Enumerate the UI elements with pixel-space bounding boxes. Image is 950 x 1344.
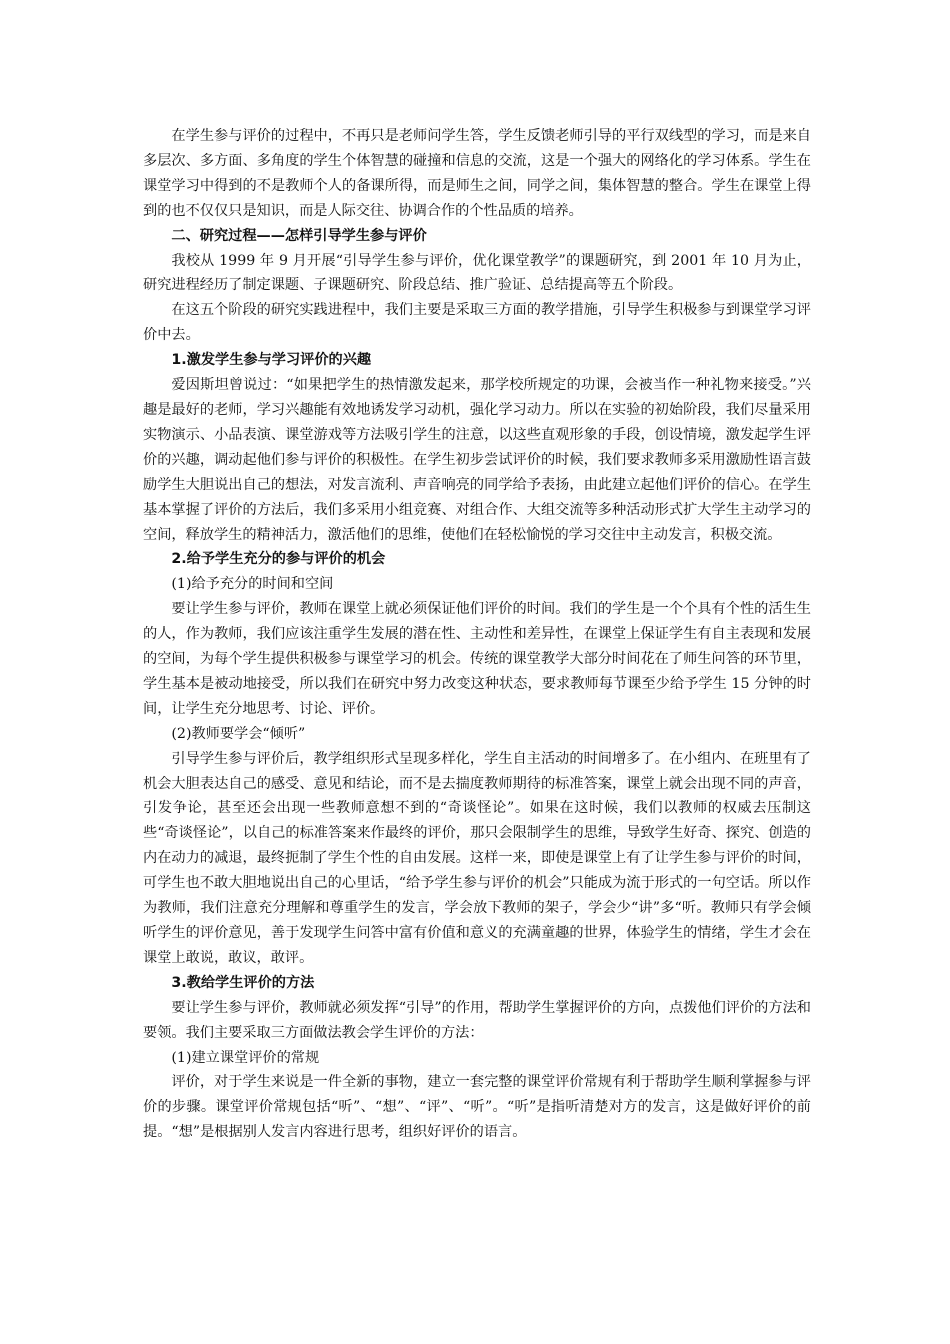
paragraph-time-and-space: 要让学生参与评价，教师在课堂上就必须保证他们评价的时间。我们的学生是一个个具有个性的活生生的人，作为教师，我们应该注重学生发展的潜在性、主动性和差异性，在课堂上保证学生有自主表现和发展的空间，为每个学生提供积极参与课堂学习的机会。传统的课堂教学大部分时间花在了师生问答的环节里，学生基本是被动地接受，所以我们在研究中努力改变这种状态，要求教师每节课至少给予学生 15 分钟的时间，让学生充分地思考、讨论、评价。: [143, 601, 811, 717]
subheading-interest: 1.激发学生参与学习评价的兴趣: [171, 352, 372, 369]
subheading-opportunity: 2.给予学生充分的参与评价的机会: [171, 551, 386, 568]
item-listening: (2)教师要学会“倾听”: [171, 725, 306, 742]
document-body: [143, 124, 811, 1145]
paragraph-routine: 评价，对于学生来说是一件全新的事物，建立一套完整的课堂评价常规有利于帮助学生顺利掌握参与评价的步骤。课堂评价常规包括“听”、“想”、“评”、“听”。“听”是指听清楚对方的发言，这是做好评价的前提。“想”是根据别人发言内容进行思考，组织好评价的语言。: [143, 1074, 811, 1141]
paragraph-methods: 要让学生参与评价，教师就必须发挥“引导”的作用，帮助学生掌握评价的方向，点拨他们评价的方法和要领。我们主要采取三方面做法教会学生评价的方法：: [143, 999, 811, 1041]
section-heading-research-process: 二、研究过程——怎样引导学生参与评价: [171, 227, 427, 244]
paragraph-process-2: 在这五个阶段的研究实践进程中，我们主要是采取三方面的教学措施，引导学生积极参与到课堂学习评价中去。: [143, 302, 811, 344]
paragraph-interest: 爱因斯坦曾说过：“如果把学生的热情激发起来，那学校所规定的功课，会被当作一种礼物来接受。”兴趣是最好的老师，学习兴趣能有效地诱发学习动机，强化学习动力。所以在实验的初始阶段，我们尽量采用实物演示、小品表演、课堂游戏等方法吸引学生的注意，以这些直观形象的手段，创设情境，激发起学生评价的兴趣，调动起他们参与评价的积极性。在学生初步尝试评价的时候，我们要求教师多采用激励性语言鼓励学生大胆说出自己的想法，对发言流利、声音响亮的同学给予表扬，由此建立起他们评价的信心。在学生基本掌握了评价的方法后，我们多采用小组竞赛、对组合作、大组交流等多种活动形式扩大学生主动学习的空间，释放学生的精神活力，激活他们的思维，使他们在轻松愉悦的学习交往中主动发言，积极交流。: [143, 377, 811, 543]
item-time-and-space: (1)给予充分的时间和空间: [171, 576, 334, 593]
item-routine: (1)建立课堂评价的常规: [171, 1049, 320, 1066]
subheading-methods: 3.教给学生评价的方法: [171, 974, 315, 991]
paragraph-process-1: 我校从 1999 年 9 月开展“引导学生参与评价，优化课堂教学”的课题研究，到 2001 年 10 月为止，研究进程经历了制定课题、子课题研究、阶段总结、推广验证、总结提高等五个阶段。: [143, 252, 811, 294]
paragraph-listening: 引导学生参与评价后，教学组织形式呈现多样化，学生自主活动的时间增多了。在小组内、在班里有了机会大胆表达自己的感受、意见和结论，而不是去揣度教师期待的标准答案，课堂上就会出现不同的声音，引发争论，甚至还会出现一些教师意想不到的“奇谈怪论”。如果在这时候，我们以教师的权威去压制这些“奇谈怪论”，以自己的标准答案来作最终的评价，那只会限制学生的思维，导致学生好奇、探究、创造的内在动力的减退，最终扼制了学生个性的自由发展。这样一来，即使是课堂上有了让学生参与评价的时间，可学生也不敢大胆地说出自己的心里话，“给予学生参与评价的机会”只能成为流于形式的一句空话。所以作为教师，我们注意充分理解和尊重学生的发言，学会放下教师的架子，学会少“讲”多“听。教师只有学会倾听学生的评价意见，善于发现学生问答中富有价值和意义的充满童趣的世界，体验学生的情绪，学生才会在课堂上敢说，敢议，敢评。: [143, 750, 811, 966]
paragraph-intro: 在学生参与评价的过程中，不再只是老师问学生答，学生反馈老师引导的平行双线型的学习，而是来自多层次、多方面、多角度的学生个体智慧的碰撞和信息的交流，这是一个强大的网络化的学习体系。学生在课堂学习中得到的不是教师个人的备课所得，而是师生之间，同学之间，集体智慧的整合。学生在课堂上得到的也不仅仅只是知识，而是人际交往、协调合作的个性品质的培养。: [143, 128, 811, 219]
